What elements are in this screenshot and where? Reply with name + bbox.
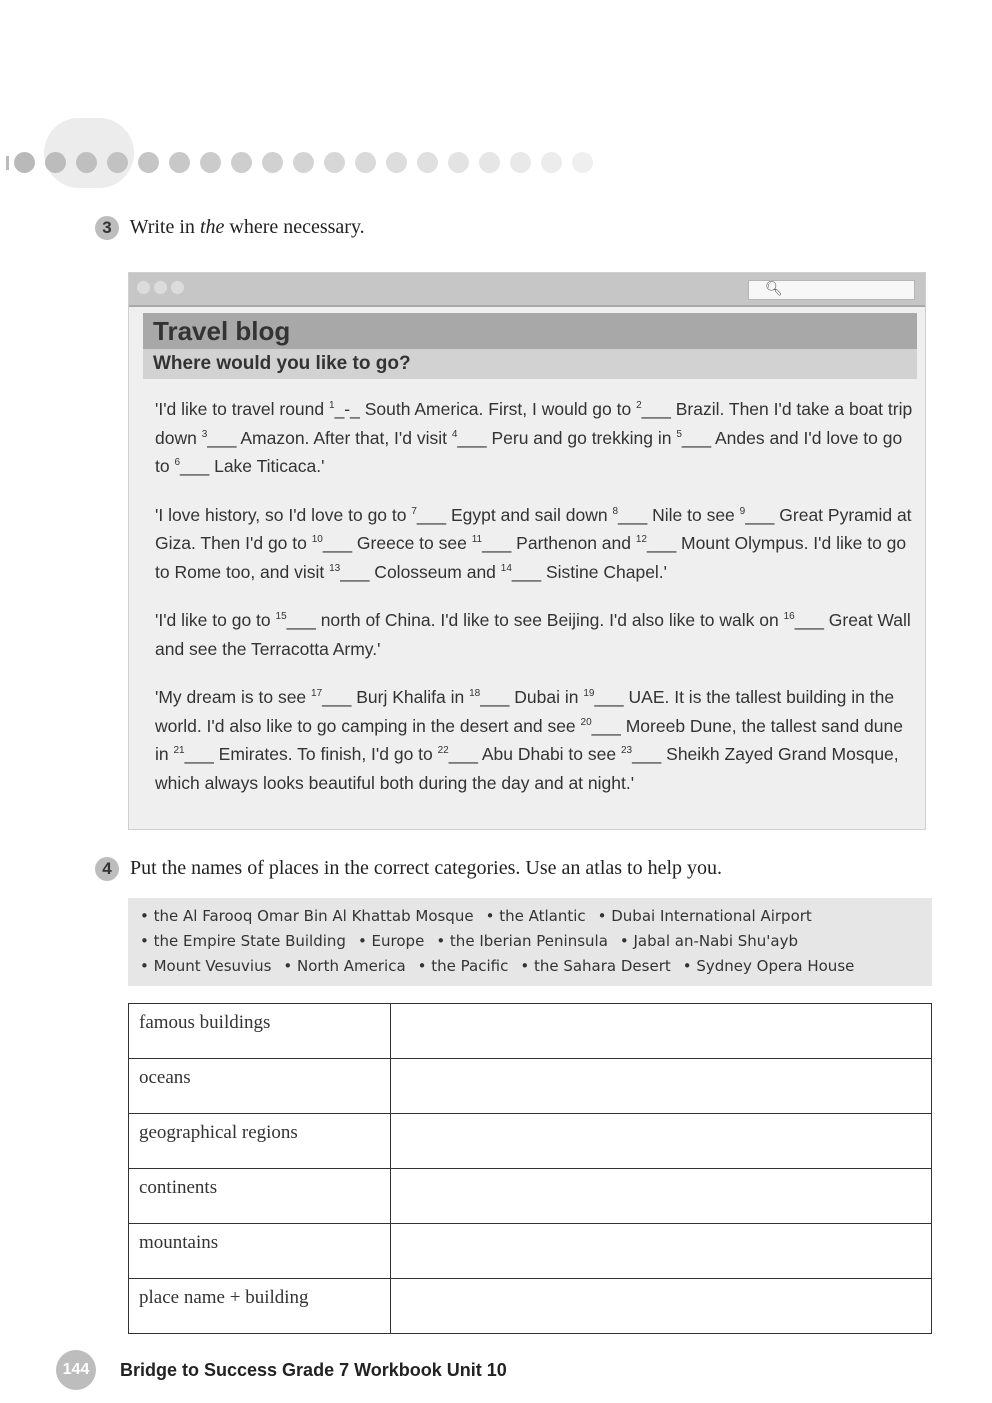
table-row — [129, 1114, 932, 1169]
word-box-row — [140, 929, 920, 954]
blog-text-segment: ___ Colosseum and — [340, 561, 501, 582]
blog-text-segment: 'My dream is to see — [155, 687, 312, 707]
browser-window-illustration — [128, 272, 926, 830]
blog-text-segment: ___ Dubai in — [480, 687, 584, 707]
decorative-dot — [510, 152, 531, 173]
search-input — [748, 280, 915, 300]
exercise-number-badge: 4 — [95, 857, 119, 881]
blog-text-segment: ___ Peru and go trekking in — [457, 427, 677, 448]
table-row — [129, 1169, 932, 1224]
decorative-dot — [107, 152, 128, 173]
exercise-3-instruction-em: the — [199, 216, 225, 238]
gap-number: 21 — [173, 745, 185, 757]
window-button-icon — [171, 281, 184, 294]
gap-number: 22 — [437, 745, 449, 757]
blog-text-segment: ___ Parthenon and — [482, 533, 636, 553]
gap-number: 6 — [174, 457, 181, 469]
word-box-row — [140, 954, 920, 979]
decorative-dot — [293, 152, 314, 173]
blog-text-segment: ___ Andes and I'd love to go to — [155, 427, 903, 476]
decorative-dot — [231, 152, 252, 173]
blog-text-segment: ___ Sistine Chapel.' — [511, 561, 668, 582]
exercise-number-badge: 3 — [95, 216, 119, 240]
blog-paragraph — [155, 501, 915, 587]
word-box-row — [140, 904, 920, 929]
gap-number: 5 — [676, 428, 682, 440]
category-answer-cell[interactable] — [391, 1004, 932, 1059]
blog-text-segment: ___ UAE. It is the tallest building in the world. I'd also like to go camping in the desert and see — [155, 687, 895, 736]
category-label: place name + building — [129, 1279, 391, 1334]
category-label: famous buildings — [129, 1004, 391, 1059]
exercise-3-instruction-post: where necessary. — [224, 216, 365, 238]
table-row — [129, 1004, 932, 1059]
decorative-dot — [572, 152, 593, 173]
decorative-dot — [324, 152, 345, 173]
decorative-dot — [417, 152, 438, 173]
blog-paragraph — [155, 395, 915, 481]
gap-number: 15 — [275, 611, 287, 623]
blog-text-segment: ___ Lake Titicaca.' — [180, 456, 325, 476]
blog-text-segment: 'I love history, so I'd love to go to — [155, 504, 412, 525]
book-title: Bridge to Success Grade 7 Workbook Unit 10 — [120, 1359, 507, 1380]
gap-number: 9 — [739, 505, 746, 517]
table-row — [129, 1279, 932, 1334]
gap-number: 1 — [329, 400, 335, 412]
blog-text-segment: 'I'd like to travel round — [155, 399, 329, 419]
gap-number: 23 — [620, 745, 633, 757]
blog-text-segment: _-_ South America. First, I would go to — [334, 399, 637, 419]
gap-number: 11 — [471, 534, 483, 546]
exercise-4-instruction: Put the names of places in the correct categories. Use an atlas to help you. — [130, 857, 723, 879]
category-answer-cell[interactable] — [391, 1114, 932, 1169]
word-box-item: • Dubai International Airport — [597, 907, 812, 925]
table-row — [129, 1224, 932, 1279]
gap-number: 17 — [311, 688, 323, 700]
category-answer-cell[interactable] — [391, 1169, 932, 1224]
decorative-dot — [541, 152, 562, 173]
decorative-dot — [479, 152, 500, 173]
blog-header — [143, 313, 917, 379]
blog-body — [155, 395, 915, 817]
word-box-item: • Mount Vesuvius — [140, 957, 272, 975]
exercise-3-instruction-pre: Write in — [129, 216, 200, 238]
word-box-item: • the Sahara Desert — [520, 957, 671, 975]
decorative-dot — [45, 152, 66, 173]
gap-number: 19 — [583, 688, 595, 700]
decorative-dot — [200, 152, 221, 173]
blog-text-segment: ___ Egypt and sail down — [416, 504, 613, 525]
word-box-item: • the Al Farooq Omar Bin Al Khattab Mosque — [140, 907, 474, 925]
exercise-4-heading — [95, 857, 722, 881]
blog-text-segment: ___ Amazon. After that, I'd visit — [207, 427, 452, 448]
category-label: geographical regions — [129, 1114, 391, 1169]
gap-number: 3 — [201, 428, 208, 440]
word-box-item: • Jabal an-Nabi Shu'ayb — [619, 932, 799, 950]
word-box-item: • the Empire State Building — [140, 932, 346, 950]
margin-mark — [6, 156, 9, 170]
decorative-dot — [386, 152, 407, 173]
page-footer — [56, 1350, 507, 1390]
blog-text-segment: ___ Mount Olympus. I'd like to go to Rome too, and visit — [155, 533, 907, 582]
decorative-dot — [355, 152, 376, 173]
decorative-dot — [169, 152, 190, 173]
category-answer-cell[interactable] — [391, 1059, 932, 1114]
word-box-item: • the Pacific — [417, 957, 509, 975]
blog-text-segment: ___ Sheikh Zayed Grand Mosque, which always looks beautiful both during the day and at night.' — [155, 744, 899, 793]
table-row — [129, 1059, 932, 1114]
blog-text-segment: ___ Great Wall and see the Terracotta Army.' — [155, 610, 911, 659]
window-button-icon — [137, 281, 150, 294]
blog-text-segment: ___ north of China. I'd like to see Beijing. I'd also like to walk on — [286, 610, 784, 630]
category-label: continents — [129, 1169, 391, 1224]
decorative-dot — [262, 152, 283, 173]
blog-text-segment: ___ Nile to see — [618, 504, 740, 525]
category-label: mountains — [129, 1224, 391, 1279]
decorative-dot-row — [14, 152, 593, 173]
category-answer-cell[interactable] — [391, 1279, 932, 1334]
category-label: oceans — [129, 1059, 391, 1114]
decorative-dot — [138, 152, 159, 173]
gap-number: 20 — [580, 716, 592, 728]
blog-text-segment: 'I'd like to go to — [155, 610, 276, 630]
gap-number: 12 — [635, 534, 647, 546]
blog-text-segment: ___ Brazil. Then I'd take a boat trip down — [155, 399, 913, 448]
blog-subtitle: Where would you like to go? — [143, 349, 917, 379]
exercise-3-heading — [95, 216, 365, 240]
gap-number: 4 — [451, 428, 458, 440]
word-box-item: • Europe — [357, 932, 425, 950]
word-box-item: • North America — [283, 957, 406, 975]
decorative-dot — [448, 152, 469, 173]
blog-paragraph — [155, 683, 915, 797]
gap-number: 7 — [411, 505, 417, 517]
blog-text-segment: ___ Greece to see — [322, 533, 472, 553]
word-box-item: • the Atlantic — [485, 907, 586, 925]
word-box-item: • the Iberian Peninsula — [436, 932, 608, 950]
blog-text-segment: ___ Burj Khalifa in — [322, 687, 470, 707]
blog-text-segment: ___ Moreeb Dune, the tallest sand dune in — [155, 715, 903, 764]
gap-number: 2 — [636, 400, 642, 412]
blog-text-segment: ___ Emirates. To finish, I'd go to — [184, 744, 438, 764]
browser-toolbar — [129, 273, 925, 307]
page-number: 144 — [56, 1350, 96, 1390]
gap-number: 18 — [469, 688, 481, 700]
decorative-dot — [14, 152, 35, 173]
blog-text-segment: ___ Abu Dhabi to see — [448, 744, 621, 764]
blog-paragraph — [155, 606, 915, 663]
decorative-dot — [76, 152, 97, 173]
category-answer-cell[interactable] — [391, 1224, 932, 1279]
blog-text-segment: ___ Great Pyramid at Giza. Then I'd go to — [155, 504, 912, 553]
gap-number: 8 — [612, 505, 619, 517]
blog-title: Travel blog — [143, 313, 917, 349]
categories-table — [128, 1003, 932, 1334]
gap-number: 10 — [311, 534, 323, 546]
search-icon: 🔍︎ — [765, 281, 783, 297]
word-box-item: • Sydney Opera House — [682, 957, 855, 975]
gap-number: 14 — [500, 562, 512, 574]
gap-number: 16 — [783, 611, 795, 623]
gap-number: 13 — [329, 562, 341, 574]
word-box — [128, 898, 932, 986]
window-button-icon — [154, 281, 167, 294]
